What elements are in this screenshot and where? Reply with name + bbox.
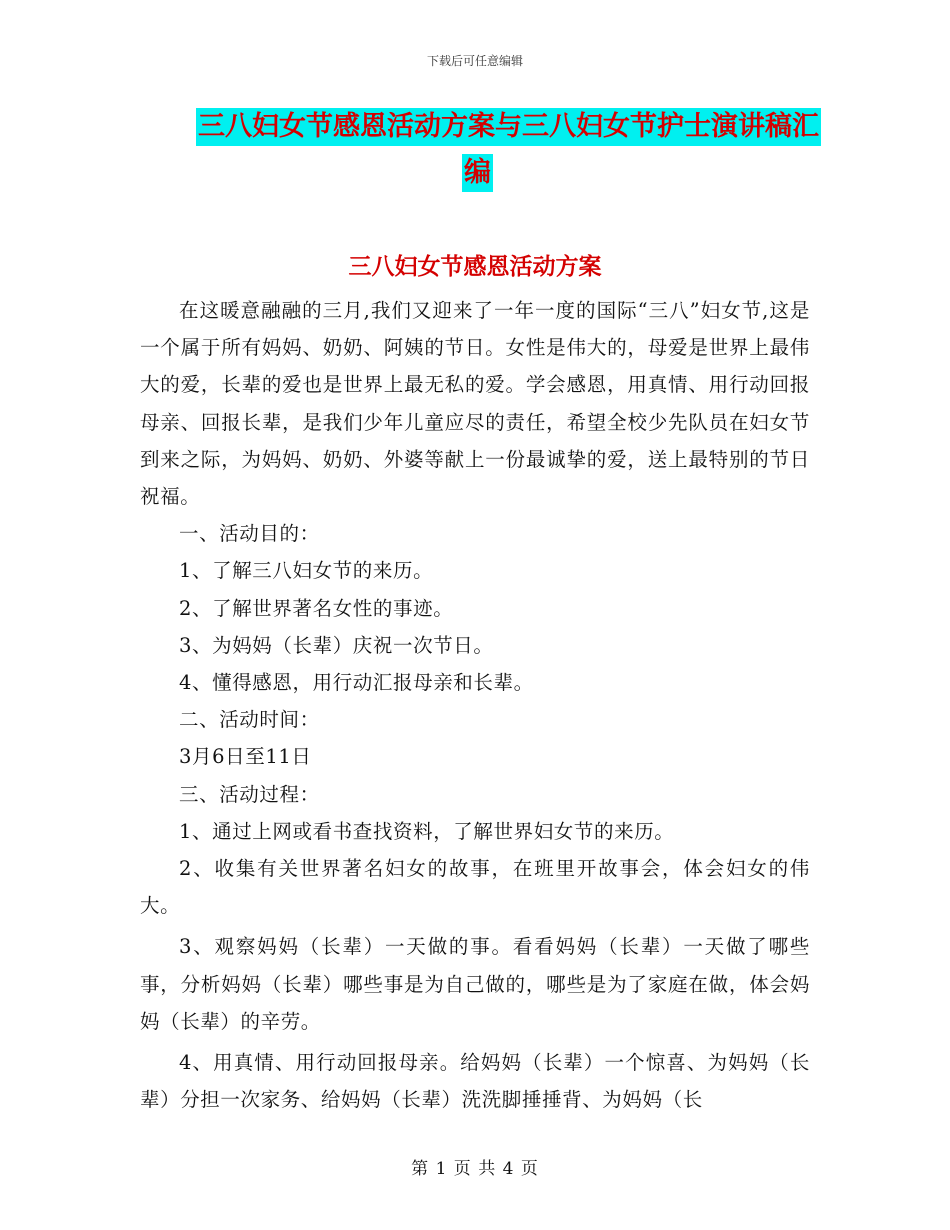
document-body [140,292,810,1118]
list-item: 1、了解三八妇女节的来历。 [179,559,434,583]
section-subtitle: 三八妇女节感恩活动方案 [348,253,602,280]
time-range: 3月6日至11日 [179,745,312,769]
list-item: 3、观察妈妈（长辈）一天做的事。看看妈妈（长辈）一天做了哪些事，分析妈妈（长辈）哪些事是为自己做的，哪些是为了家庭在做，体会妈妈（长辈）的辛劳。 [140,935,810,1033]
section-heading-time: 二、活动时间： [179,708,320,732]
header-note: 下载后可任意编辑 [426,54,523,68]
page-footer: 第 1 页 共 4 页 [411,1159,539,1179]
title-line-2: 编 [462,154,493,192]
list-item: 3、为妈妈（长辈）庆祝一次节日。 [179,633,494,657]
title-line-1: 三八妇女节感恩活动方案与三八妇女节护士演讲稿汇 [196,108,821,146]
section-heading-process: 三、活动过程： [179,782,320,806]
intro-paragraph: 在这暖意融融的三月,我们又迎来了一年一度的国际“三八”妇女节,这是一个属于所有妈妈、奶奶、阿姨的节日。女性是伟大的，母爱是世界上最伟大的爱，长辈的爱也是世界上最无私的爱。学会感恩，用真情、用行动回报母亲、回报长辈，是我们少年儿童应尽的责任，希望全校少先队员在妇女节到来之际，为妈妈、奶奶、外婆等献上一份最诚挚的爱，送上最特别的节日祝福。 [140,299,810,509]
section-heading-purpose: 一、活动目的： [179,522,320,546]
list-item: 2、收集有关世界著名妇女的故事，在班里开故事会，体会妇女的伟大。 [140,857,810,918]
list-item: 1、通过上网或看书查找资料，了解世界妇女节的来历。 [179,819,675,843]
list-item: 4、用真情、用行动回报母亲。给妈妈（长辈）一个惊喜、为妈妈（长辈）分担一次家务、给妈妈（长辈）洗洗脚捶捶背、为妈妈（长 [140,1051,810,1112]
list-item: 2、了解世界著名女性的事迹。 [179,596,454,620]
list-item: 4、懂得感恩，用行动汇报母亲和长辈。 [179,671,534,695]
